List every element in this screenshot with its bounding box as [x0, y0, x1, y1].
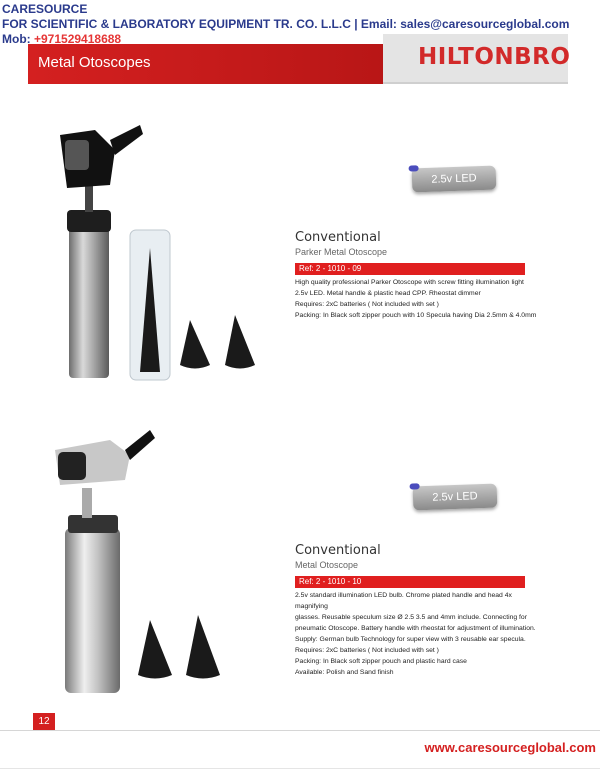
desc-line: glasses. Reusable speculum size Ø 2.5 3.5 and 4mm include. Connecting for [295, 614, 527, 621]
mobile-line [2, 32, 121, 46]
desc-line: Packing: In Black soft zipper pouch and plastic hard case [295, 658, 467, 665]
mobile-number[interactable]: +971529418688 [34, 32, 122, 46]
footer-divider [0, 730, 600, 731]
desc-line: Supply: German bulb Technology for super view with 3 reusable ear specula. [295, 636, 526, 643]
product-title: Conventional [295, 230, 381, 245]
desc-line: Available: Polish and Sand finish [295, 669, 394, 676]
company-line: FOR SCIENTIFIC & LABORATORY EQUIPMENT TR. CO. L.L.C | Email: sales@caresourceglobal.com [2, 17, 570, 31]
desc-line: Requires: 2xC batteries ( Not included with set ) [295, 647, 439, 654]
mobile-label: Mob: [2, 32, 34, 46]
metal-otoscope-image [40, 420, 280, 710]
product-desc [295, 590, 545, 678]
desc-line: 2.5v standard illumination LED bulb. Chrome plated handle and head 4x magnifying [295, 592, 512, 610]
product-desc [295, 277, 545, 321]
company-name: CARESOURCE [2, 2, 88, 16]
brand-logo: HILTONBRO [418, 44, 571, 70]
product-ref: Ref: 2 - 1010 - 09 [295, 263, 525, 275]
product-subtitle: Metal Otoscope [295, 560, 359, 570]
product-info-1 [295, 230, 545, 321]
product-subtitle: Parker Metal Otoscope [295, 247, 388, 257]
product-info-2 [295, 543, 545, 678]
page-number: 12 [33, 713, 55, 730]
led-badge-1: 2.5v LED [412, 166, 497, 193]
product-ref: Ref: 2 - 1010 - 10 [295, 576, 525, 588]
led-badge-2: 2.5v LED [413, 484, 498, 511]
desc-line: pneumatic Otoscope. Battery handle with rheostat for adjustment of illumination. [295, 625, 536, 632]
desc-line: 2.5v LED. Metal handle & plastic head CPP. Rheostat dimmer [295, 290, 481, 297]
parker-otoscope-image [55, 110, 285, 390]
desc-line: Requires: 2xC batteries ( Not included with set ) [295, 301, 439, 308]
desc-line: High quality professional Parker Otoscope with screw fitting illumination light [295, 279, 524, 286]
website-link[interactable]: www.caresourceglobal.com [424, 740, 596, 755]
desc-line: Packing: In Black soft zipper pouch with 10 Specula having Dia 2.5mm & 4.0mm [295, 312, 537, 319]
product-title: Conventional [295, 543, 381, 558]
section-title: Metal Otoscopes [38, 54, 151, 71]
